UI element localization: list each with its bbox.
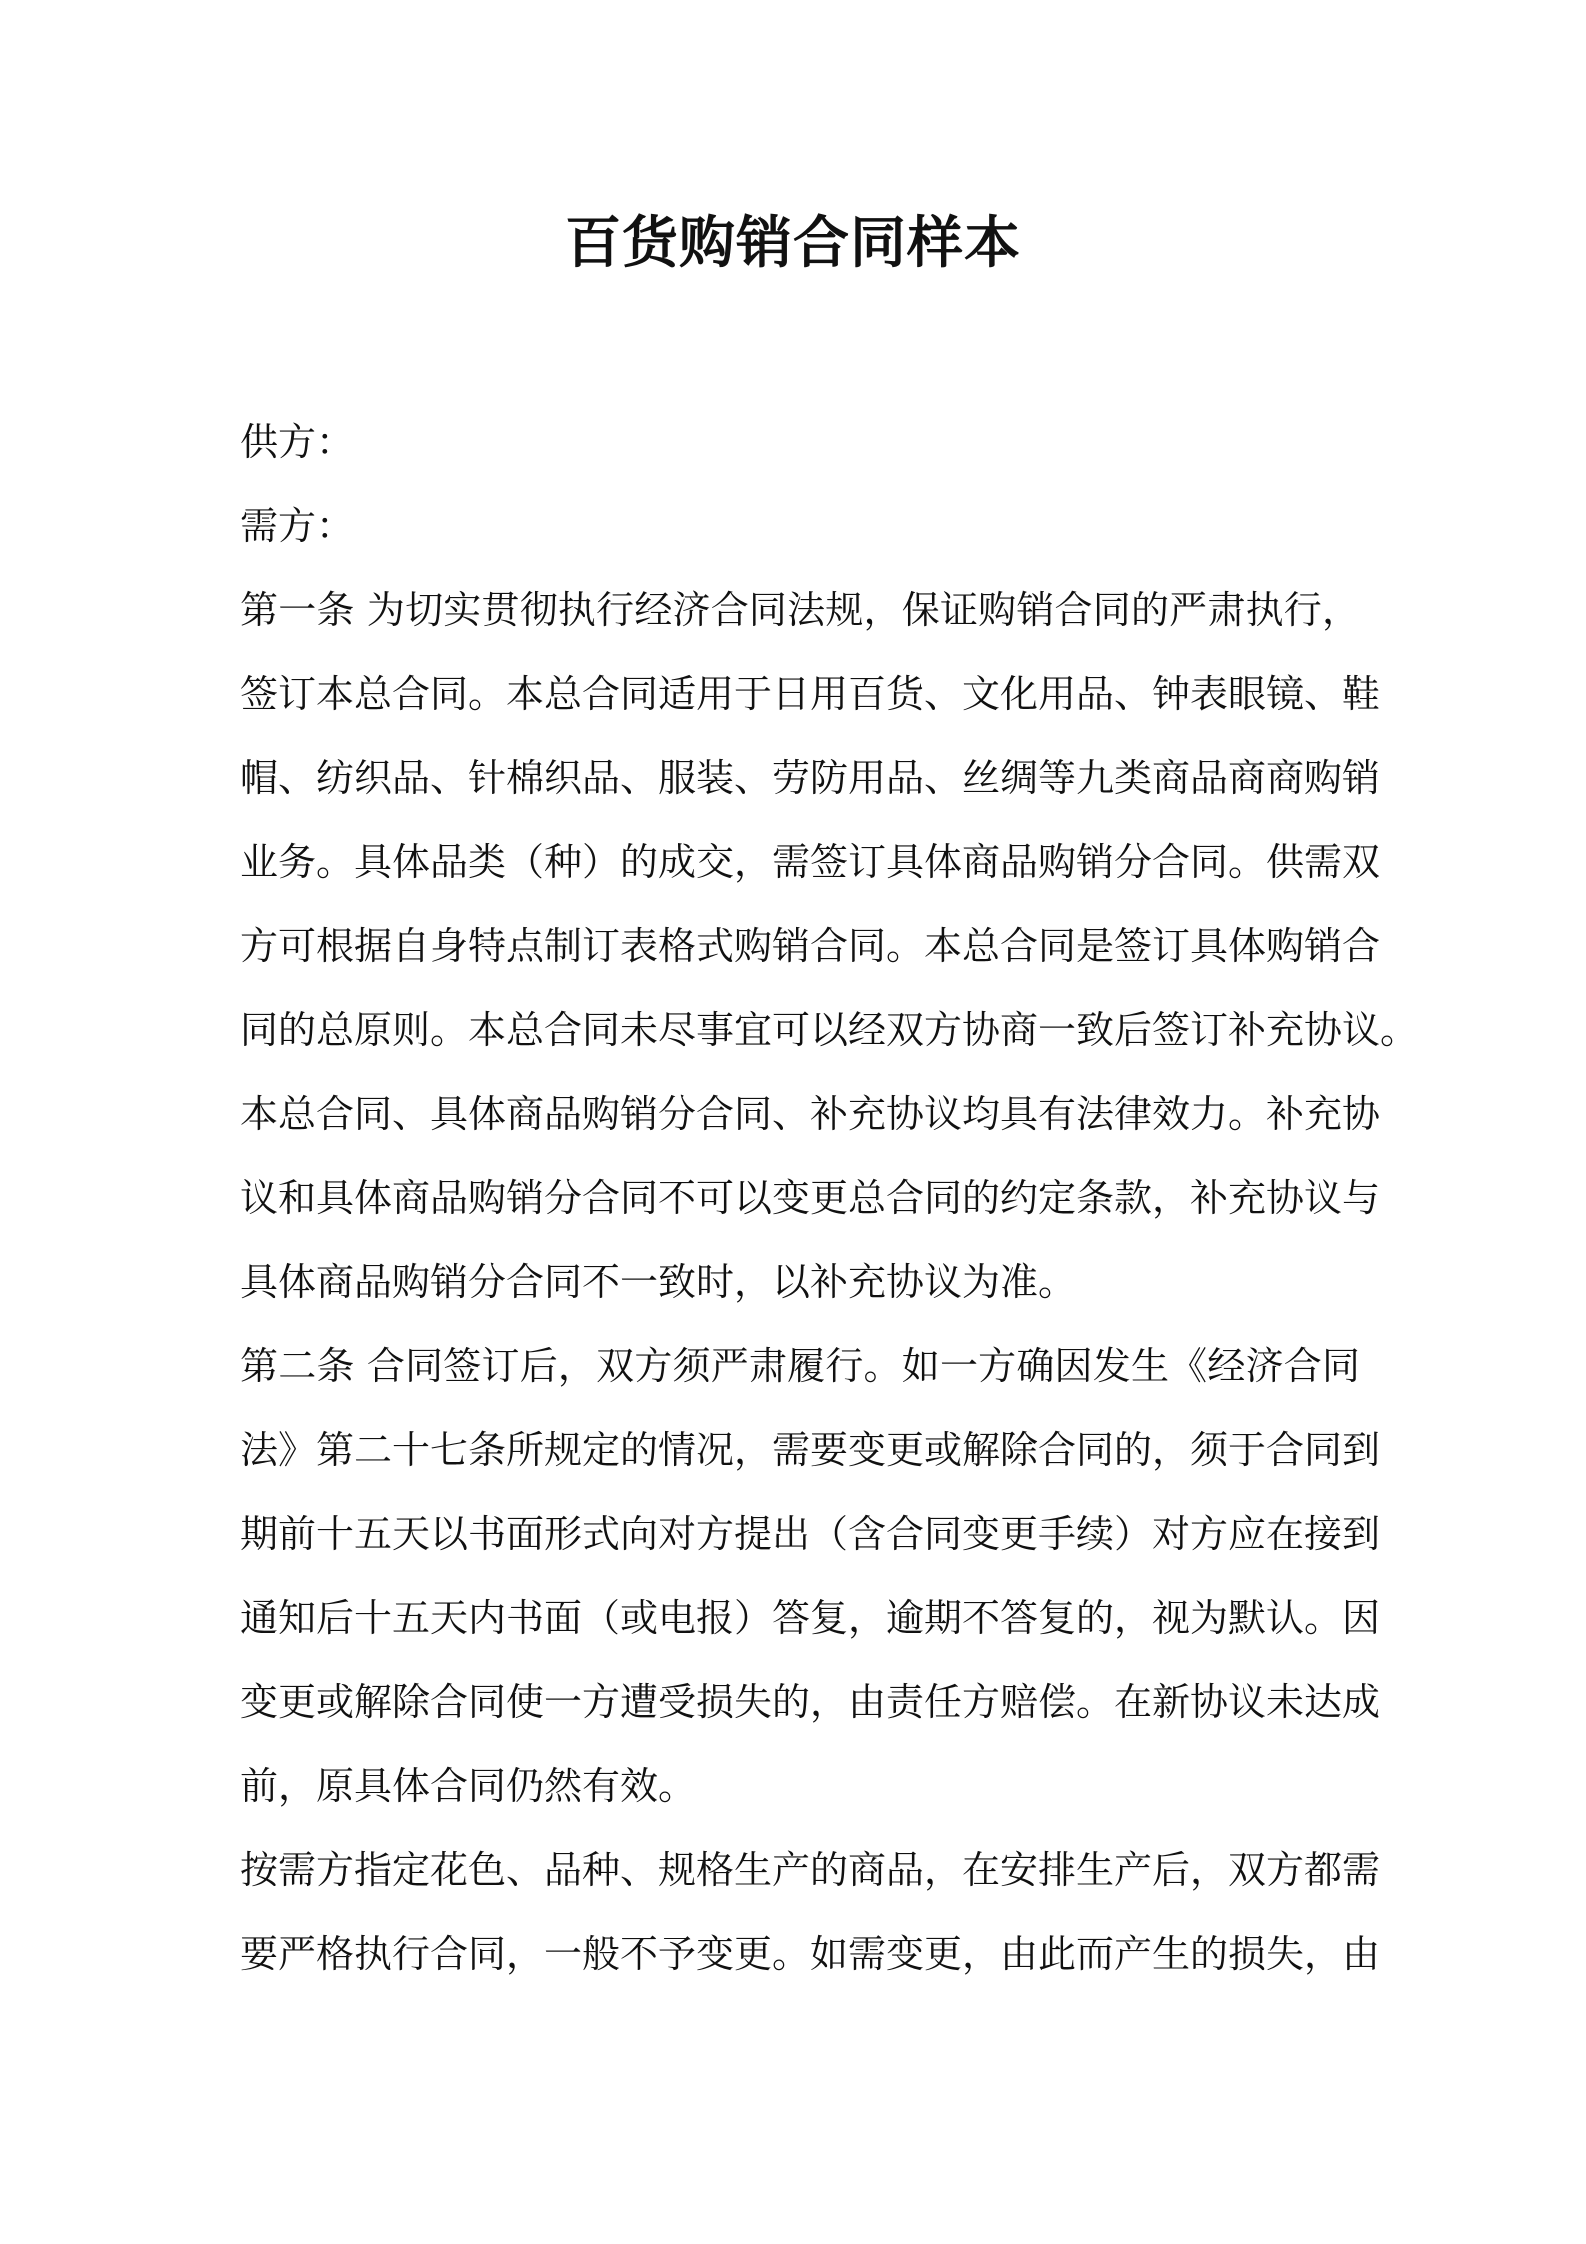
article-1-line: 具体商品购销分合同不一致时，以补充协议为准。 [240,1260,1077,1304]
article-1-line: 方可根据自身特点制订表格式购销合同。本总合同是签订具体购销合 [240,924,1381,968]
article-2-line: 变更或解除合同使一方遭受损失的，由责任方赔偿。在新协议未达成 [240,1680,1381,1724]
article-1-paragraph [240,568,1419,1324]
paragraph-3-line: 要严格执行合同，一般不予变更。如需变更，由此而产生的损失，由 [240,1932,1381,1976]
paragraph-3-line: 按需方指定花色、品种、规格生产的商品，在安排生产后，双方都需 [240,1848,1381,1892]
article-2-line: 前，原具体合同仍然有效。 [240,1764,697,1808]
article-2-line: 期前十五天以书面形式向对方提出（含合同变更手续）对方应在接到 [240,1512,1381,1556]
article-2-line: 第二条 合同签订后，双方须严肃履行。如一方确因发生《经济合同 [240,1344,1360,1388]
supplier-label: 供方： [240,420,355,464]
buyer-label: 需方： [240,504,355,548]
article-2-line: 法》第二十七条所规定的情况，需要变更或解除合同的，须于合同到 [240,1428,1381,1472]
article-1-line: 帽、纺织品、针棉织品、服装、劳防用品、丝绸等九类商品商商购销 [240,756,1381,800]
article-1-line: 本总合同、具体商品购销分合同、补充协议均具有法律效力。补充协 [240,1092,1381,1136]
article-1-line: 议和具体商品购销分合同不可以变更总合同的约定条款，补充协议与 [240,1176,1381,1220]
article-2-paragraph [240,1324,1381,1828]
article-1-line: 签订本总合同。本总合同适用于日用百货、文化用品、钟表眼镜、鞋 [240,672,1381,716]
article-1-line: 第一条 为切实贯彻执行经济合同法规，保证购销合同的严肃执行， [240,588,1360,632]
paragraph-3 [240,1828,1381,1996]
article-1-line: 同的总原则。本总合同未尽事宜可以经双方协商一致后签订补充协议。 [240,1008,1419,1052]
article-1-line: 业务。具体品类（种）的成交，需签订具体商品购销分合同。供需双 [240,840,1381,884]
document-body [240,400,1419,1996]
article-2-line: 通知后十五天内书面（或电报）答复，逾期不答复的，视为默认。因 [240,1596,1381,1640]
document-title: 百货购销合同样本 [565,211,1021,276]
